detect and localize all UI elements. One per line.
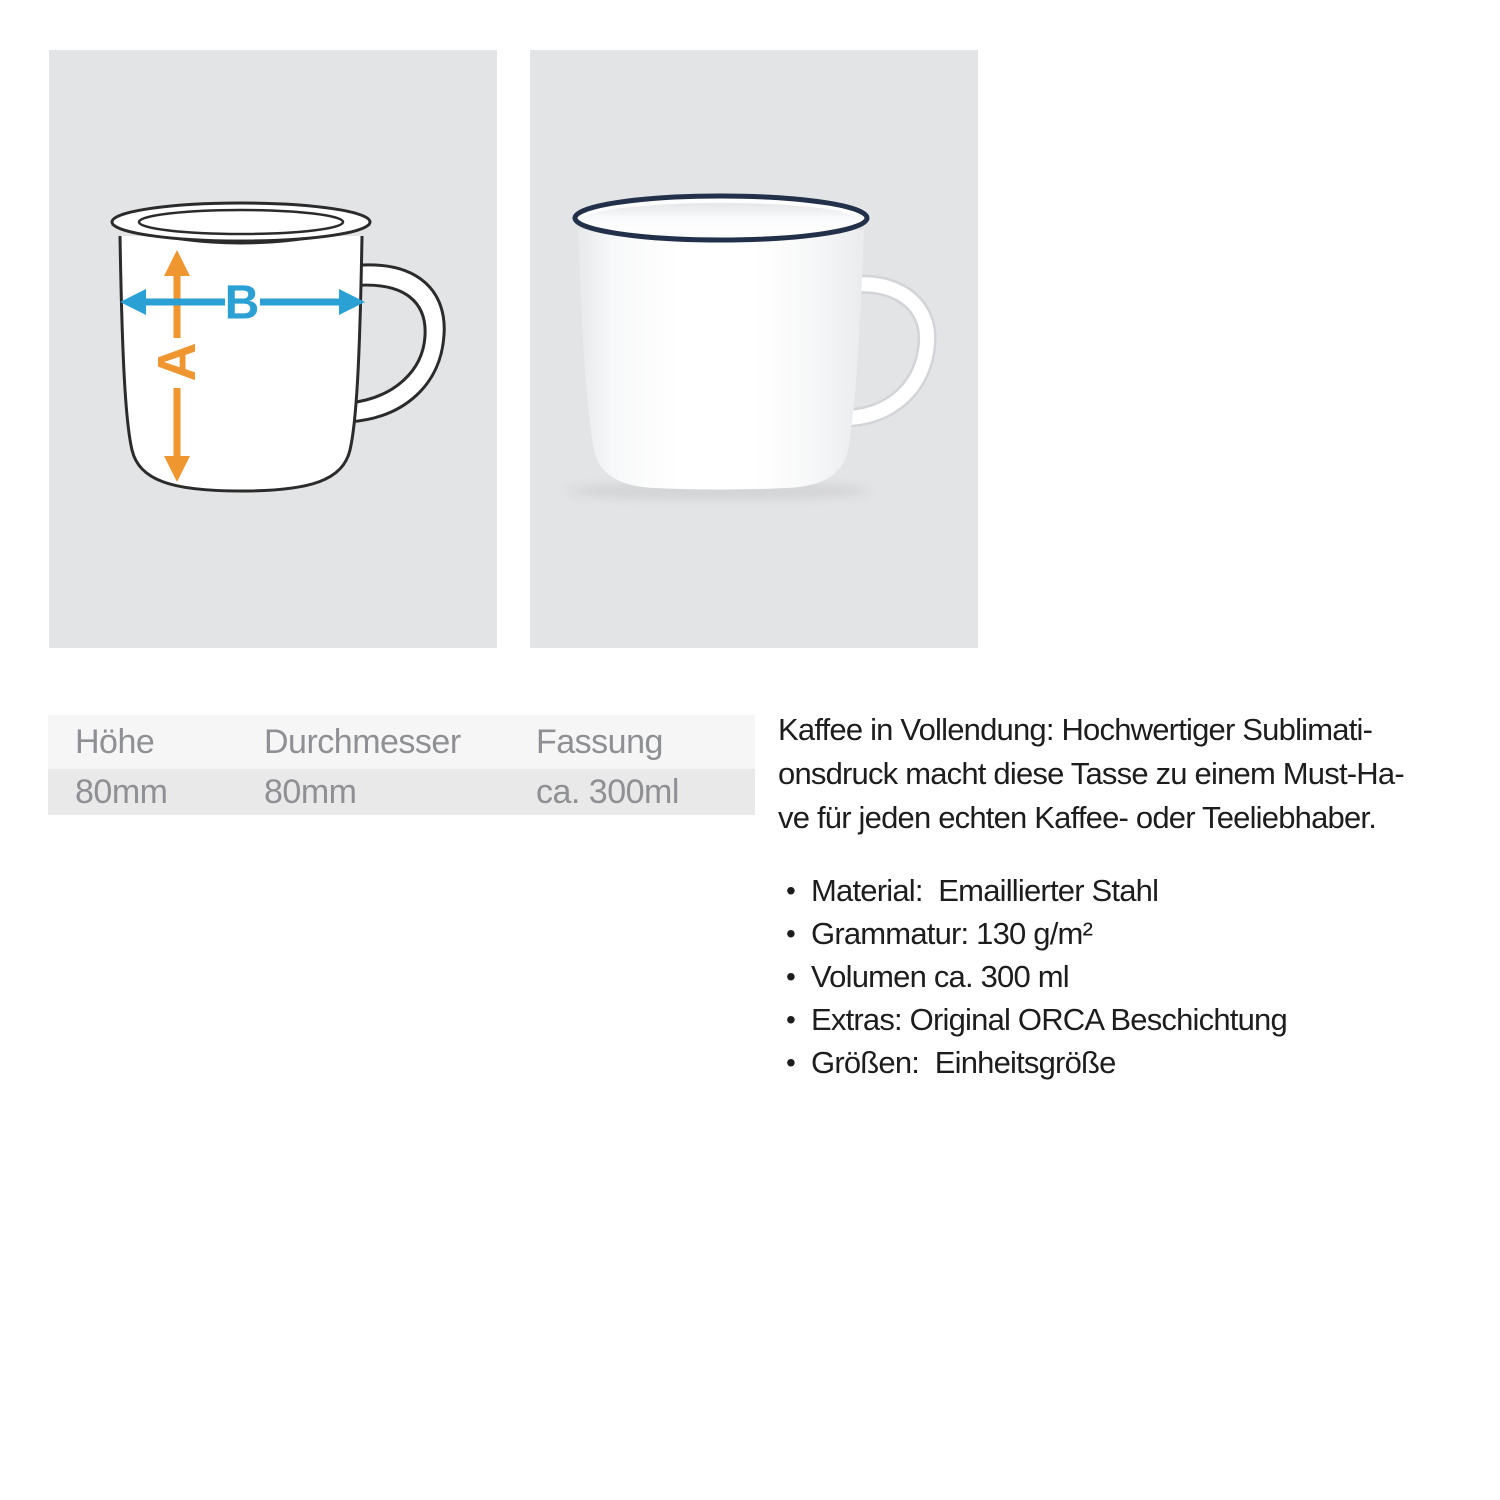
description-line-3: ve für jeden echten Kaffee- oder Teeliebhaber. [778, 800, 1377, 835]
photo-mug-rim-inner [585, 203, 857, 235]
photo-mug-body [578, 230, 864, 490]
diagram-mug-rim-inner [139, 210, 343, 234]
dimension-label-a: A [147, 342, 207, 382]
size-table-header-row [48, 715, 755, 769]
size-value-fassung: ca. 300ml [536, 772, 679, 811]
size-diagram-panel [49, 50, 497, 648]
spec-item-groessen: • Größen: Einheitsgröße [778, 1041, 1450, 1084]
spec-item-extras: • Extras: Original ORCA Beschichtung [778, 998, 1450, 1041]
spec-list [778, 869, 1450, 1084]
description-paragraph [778, 708, 1450, 840]
size-table-header-fassung: Fassung [536, 722, 663, 761]
size-table-header-hoehe: Höhe [75, 722, 155, 761]
size-value-durchmesser: 80mm [264, 772, 357, 811]
spec-item-grammatur: • Grammatur: 130 g/m² [778, 912, 1450, 955]
size-value-hoehe: 80mm [75, 772, 168, 811]
spec-item-material: • Material: Emaillierter Stahl [778, 869, 1450, 912]
enamel-mug-photo [530, 50, 978, 648]
mug-dimension-diagram [49, 50, 497, 648]
dimension-label-b: B [224, 276, 260, 330]
description-line-2: onsdruck macht diese Tasse zu einem Must-Ha- [778, 756, 1404, 791]
product-description [778, 708, 1450, 1084]
size-table-data-row [48, 769, 755, 815]
size-table-header-durchmesser: Durchmesser [264, 722, 461, 761]
product-photo-panel [530, 50, 978, 648]
spec-item-volumen: • Volumen ca. 300 ml [778, 955, 1450, 998]
description-line-1: Kaffee in Vollendung: Hochwertiger Sublimati- [778, 712, 1373, 747]
size-table [48, 715, 755, 815]
